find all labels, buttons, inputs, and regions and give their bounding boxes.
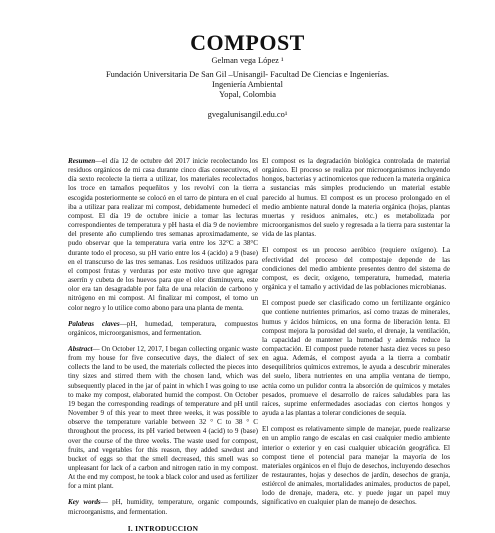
body-paragraph: El compost es la degradación biológica controlada de material orgánico. El proceso se realiza por microorganismos incluyendo hongos, bacterias y actinomicetos que reducen la materia orgánica a sustancias más simples produciendo un material estable parecido al humus. El compost es un proceso prolongado en el medio ambiente natural donde la materia orgánica (hojas, plantas muertas y residuos animales, etc.) es metabolizada por microorganismos del suelo y regresada a la tierra para sustentar la vida de las plantas. (262, 157, 450, 239)
section-heading: I. INTRODUCCION (127, 523, 199, 533)
palabras-claves-text: —pH, humedad, temperatura, compuestos orgánicos, microorganismos, and fermentation. (68, 319, 258, 337)
resumen-text: —el día 12 de octubre del 2017 inicie recolectando los residuos orgánicos de mi casa durante cinco días consecutivos, el día sexto recolecte la tierra a utilizar, los materiales recolectados los troce en tamaños pequeñitos y los revolví con la tierra escogida posteriormente se colocó en el tarro de pintura en el cual iba a utilizar para realizar mi compost, debidamente humedecí el compost. El día 19 de octubre inicie a tomar las lecturas correspondientes de temperatura y pH hasta el día 9 de noviembre del presente año cumpliendo tres semanas aproximadamente, se pudo observar que la temperatura varia entre los 32°C a 38°C durante todo el proceso, su pH vario entre los 4 (acido) a 9 (base) en el transcurso de las tres semanas. Los residuos utilizados para el compost frutas y verduras por este motivo tuve que agregar aserrín y cubeta de los huevos para que el olor disminuyera, este olor era tan desagradable por falta de una relación de carbono y nitrógeno en mi compost. Al finalizar mi compost, el tomo un color negro y lo utilice como abono para una planta de menta. (68, 157, 258, 312)
author-line: Gelman vega López ¹ (211, 56, 284, 65)
affiliation-block (0, 70, 495, 100)
affiliation-line: Yopal, Colombia (219, 90, 276, 99)
resumen-paragraph (68, 157, 258, 313)
palabras-claves-paragraph (68, 320, 258, 338)
affiliation-line: Ingeniería Ambiental (212, 80, 283, 89)
body-paragraph: El compost es un proceso aeróbico (requiere oxígeno). La efectividad del proceso del compostaje depende de las condiciones del medio ambiente presentes dentro del sistema de compost, es decir, oxígeno, temperatura, humedad, materia orgánica y el tamaño y actividad de las poblaciones microbianas. (262, 246, 450, 292)
right-column (262, 157, 450, 515)
body-paragraph: El compost puede ser clasificado como un fertilizante orgánico que contiene nutrientes primarios, así como trazas de minerales, humus y ácidos húmicos, en una forma de liberación lenta. El compost mejora la porosidad del suelo, el drenaje, la ventilación, la capacidad de mantener la humedad y además reduce la compactación. El compost puede retener hasta diez veces su peso en agua. Además, el compost ayuda a la tierra a combatir desequilibrios químicos extremos, le ayuda a descubrir minerales del suelo, libera nutrientes en una amplia ventana de tiempo, actúa como un pulidor contra la absorción de químicos y metales pesados, promueve el desarrollo de raíces saludables para las raíces, suprime enfermedades asociadas con ciertos hongos y ayuda a las plantas a tolerar condiciones de sequía. (262, 299, 450, 418)
left-column (68, 157, 258, 533)
key-words-label: Key words (68, 498, 101, 507)
key-words-text: — pH, humidity, temperature, organic compounds, microorganisms, and fermentation. (68, 498, 258, 516)
paper-title: COMPOST (190, 30, 305, 55)
body-paragraph: El compost es relativamente simple de manejar, puede realizarse en un amplio rango de escalas en casi cualquier medio ambiente interior o exterior y en casi cualquier ubicación geográfica. El compost tiene el potencial para manejar la mayoría de los materiales orgánicos en el flujo de desechos, incluyendo desechos de restaurantes, hojas y desechos de jardín, desechos de granja, estiércol de animales, mortalidades animales, productos de papel, lodo de drenaje, madera, etc. y puede jugar un papel muy significativo en cualquier plan de manejo de desechos. (262, 425, 450, 507)
resumen-label: Resumen (68, 157, 96, 165)
author-email: gvegalunisangil.edu.co¹ (207, 110, 288, 119)
palabras-claves-label: Palabras claves (68, 319, 120, 328)
abstract-label: Abstract (68, 344, 93, 353)
abstract-paragraph (68, 345, 258, 492)
abstract-text: — On October 12, 2017, I began collecting organic waste from my house for five consecutive days, the dialect of sex collects the land to be used, the materials collected the pieces into tiny sizes and stirred them with the chosen land, which was subsequently placed in the jar of paint in which I was going to use to make my compost, elaborated humid the compost. On October 19 began the corresponding readings of temperature and pH until November 9 of this year to meet three weeks, it was possible to observe the temperature variable between 32 ° C to 38 ° C throughout the process, its pH varied between 4 (acid) to 9 (base) over the course of the three weeks. The waste used for compost, fruits, and vegetables for this reason, they added sawdust and bucket of eggs so that the smell decreased, this smell was so unpleasant for lack of a carbon and nitrogen ratio in my compost. At the end my compost, he took a black color and used as fertilizer for a mint plant. (68, 344, 258, 491)
key-words-paragraph (68, 498, 258, 516)
affiliation-line: Fundación Universitaria De San Gil –Unisangil- Facultad De Ciencias e Ingenierías. (105, 70, 390, 79)
